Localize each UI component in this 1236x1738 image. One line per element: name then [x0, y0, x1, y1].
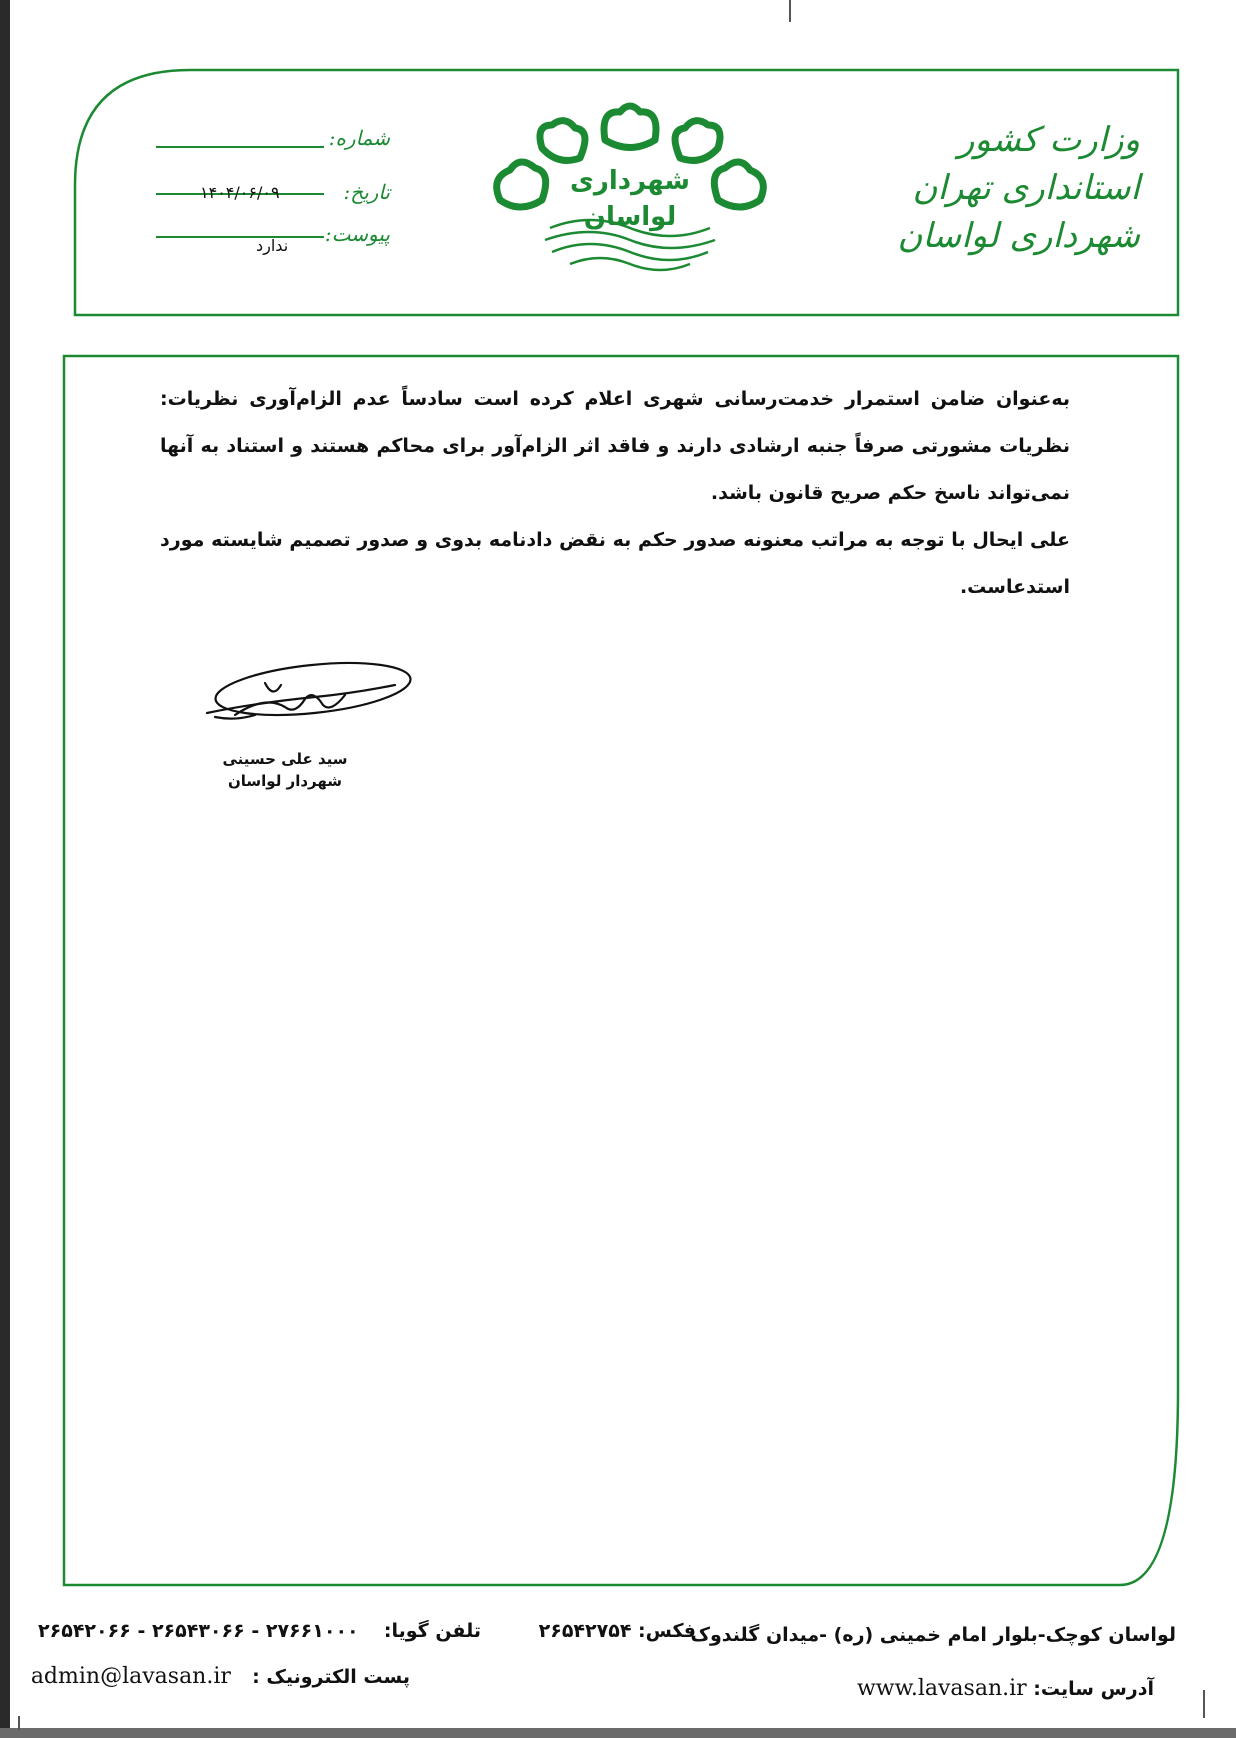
footer-website	[857, 1676, 1154, 1701]
attachment-field	[150, 222, 390, 255]
signer-title: شهردار لواسان	[227, 772, 343, 790]
municipality-line: شهرداری لواسان	[897, 216, 1140, 256]
governorate-line: استانداری تهران	[912, 168, 1140, 208]
signer-block	[210, 748, 360, 792]
number-field	[150, 126, 390, 156]
email-label: پست الکترونیک :	[252, 1666, 410, 1688]
number-line	[156, 146, 324, 148]
ministry-line: وزارت کشور	[957, 120, 1140, 160]
logo-text-bottom: لواسان	[583, 202, 677, 232]
website-label: آدرس سایت:	[1033, 1678, 1154, 1700]
number-label: شماره:	[328, 126, 390, 150]
signer-name: سید علی حسینی	[222, 750, 348, 768]
ministry-block	[880, 116, 1140, 260]
email-link[interactable]: admin@lavasan.ir	[30, 1664, 231, 1689]
attachment-value: ندارد	[256, 236, 289, 255]
fax-value: ۲۶۵۴۲۷۵۴	[538, 1620, 632, 1642]
logo-text-top: شهرداری	[570, 166, 690, 196]
footer-email	[31, 1664, 410, 1689]
letter-body	[160, 376, 1070, 611]
footer-fax	[539, 1620, 696, 1642]
attachment-label: پیوست:	[324, 222, 390, 246]
fax-label: فکس:	[638, 1620, 696, 1642]
attachment-line	[156, 236, 324, 238]
date-value: ۱۴۰۴/۰۶/۰۹	[200, 183, 280, 202]
website-link[interactable]: www.lavasan.ir	[856, 1676, 1027, 1701]
body-paragraph: علی ایحال با توجه به مراتب معنونه صدور حکم به نقض دادنامه بدوی و صدور تصمیم شایسته مورد استدعاست.	[160, 529, 1070, 598]
phone-label: تلفن گویا:	[383, 1620, 481, 1642]
date-field	[150, 180, 390, 210]
footer-address: لواسان کوچک-بلوار امام خمینی (ره) -میدان گلندوک	[690, 1624, 1176, 1646]
footer-phone	[38, 1620, 481, 1642]
handwritten-signature	[195, 655, 415, 735]
phone-value: ۲۷۶۶۱۰۰۰ - ۲۶۵۴۳۰۶۶ - ۲۶۵۴۲۰۶۶	[38, 1620, 359, 1642]
date-label: تاریخ:	[343, 180, 390, 204]
body-paragraph: به‌عنوان ضامن استمرار خدمت‌رسانی شهری اعلام کرده است سادساً عدم الزام‌آوری نظریات: نظریات مشورتی صرفاً جنبه ارشادی دارند و فاقد اثر الزام‌آور برای محاکم هستند و استناد به آنها نمی‌تواند ناسخ حکم صریح قانون باشد.	[160, 388, 1070, 504]
